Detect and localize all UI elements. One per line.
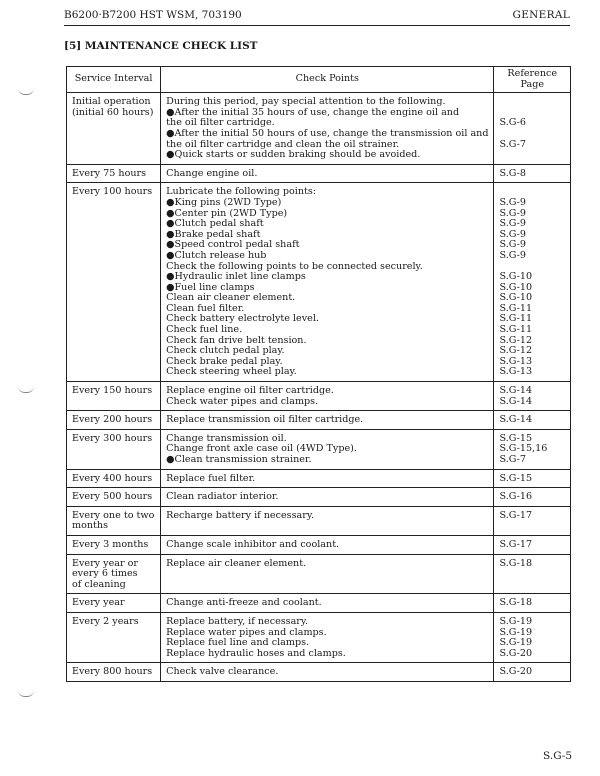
reference-page: S.G-17 <box>499 509 533 521</box>
check-point-line: Change scale inhibitor and coolant. <box>166 538 340 550</box>
check-point-line: ●After the initial 50 hours of use, change the transmission oil and <box>166 127 489 139</box>
check-points-cell <box>161 469 494 488</box>
check-point-line: ●King pins (2WD Type) <box>166 196 282 208</box>
reference-page: S.G-13 <box>499 355 533 367</box>
reference-cell <box>494 429 571 469</box>
reference-cell <box>494 382 571 411</box>
check-point-line: Change engine oil. <box>166 167 258 179</box>
reference-page: S.G-10 <box>499 271 533 283</box>
interval-cell <box>67 429 161 469</box>
check-points-cell <box>161 429 494 469</box>
reference-page: S.G-9 <box>499 218 526 230</box>
interval-cell <box>67 535 161 554</box>
check-point-line: Replace hydraulic hoses and clamps. <box>166 647 346 659</box>
interval-line: Every 400 hours <box>72 472 153 484</box>
maintenance-check-table <box>66 66 571 682</box>
reference-cell <box>494 506 571 535</box>
check-points-cell <box>161 506 494 535</box>
check-points-cell <box>161 183 494 382</box>
check-points-cell <box>161 488 494 507</box>
check-point-line: ●After the initial 35 hours of use, change the engine oil and <box>166 106 460 118</box>
check-points-cell <box>161 382 494 411</box>
table-row <box>67 506 571 535</box>
check-points-cell <box>161 93 494 165</box>
reference-cell <box>494 663 571 682</box>
check-point-line: Replace fuel filter. <box>166 472 256 484</box>
reference-page <box>499 97 565 108</box>
check-point-line: Clean air cleaner element. <box>166 292 296 304</box>
check-point-line: Check fuel line. <box>166 324 243 336</box>
check-point-line: Replace battery, if necessary. <box>166 615 309 627</box>
interval-line: Every year or <box>72 557 138 569</box>
reference-cell <box>494 535 571 554</box>
check-point-line: Check fan drive belt tension. <box>166 334 307 346</box>
interval-cell <box>67 594 161 613</box>
check-point-line: During this period, pay special attention to the following. <box>166 96 446 108</box>
table-row <box>67 411 571 430</box>
check-point-line: the oil filter cartridge. <box>166 117 275 129</box>
interval-cell <box>67 469 161 488</box>
reference-page: S.G-20 <box>499 647 533 659</box>
header-section-name: GENERAL <box>512 9 570 21</box>
reference-cell <box>494 183 571 382</box>
check-point-line: the oil filter cartridge and clean the oil strainer. <box>166 138 400 150</box>
check-point-line: Replace transmission oil filter cartridge. <box>166 414 364 426</box>
interval-cell <box>67 663 161 682</box>
check-point-line: ●Center pin (2WD Type) <box>166 207 288 219</box>
check-point-line: Replace water pipes and clamps. <box>166 626 327 638</box>
check-point-line: ●Speed control pedal shaft <box>166 239 300 251</box>
table-row <box>67 93 571 165</box>
reference-page: S.G-19 <box>499 626 533 638</box>
reference-cell <box>494 411 571 430</box>
table-header-row <box>67 67 571 93</box>
table-row <box>67 488 571 507</box>
reference-cell <box>494 93 571 165</box>
interval-cell <box>67 164 161 183</box>
check-point-line: Check battery electrolyte level. <box>166 313 319 325</box>
check-points-cell <box>161 535 494 554</box>
reference-page: S.G-19 <box>499 637 533 649</box>
interval-line: of cleaning <box>72 578 126 590</box>
reference-page: S.G-10 <box>499 292 533 304</box>
interval-line: Every 500 hours <box>72 491 153 503</box>
interval-cell <box>67 382 161 411</box>
interval-line: Every year <box>72 597 125 609</box>
check-points-cell <box>161 164 494 183</box>
reference-page: S.G-11 <box>499 302 533 314</box>
reference-page: S.G-18 <box>499 557 533 569</box>
check-point-line: Clean fuel filter. <box>166 302 245 314</box>
section-title: [5] MAINTENANCE CHECK LIST <box>64 40 258 52</box>
reference-cell <box>494 554 571 594</box>
check-point-line: Check steering wheel play. <box>166 366 297 378</box>
table-body <box>67 93 571 682</box>
reference-page: S.G-12 <box>499 345 533 357</box>
binding-marks <box>18 0 38 776</box>
reference-page: S.G-9 <box>499 239 526 251</box>
interval-line: Every 2 years <box>72 615 139 627</box>
interval-cell <box>67 488 161 507</box>
interval-cell <box>67 554 161 594</box>
reference-page: S.G-6 <box>499 117 526 129</box>
reference-page <box>499 129 565 140</box>
reference-page: S.G-12 <box>499 334 533 346</box>
check-point-line: Check the following points to be connected securely. <box>166 260 423 272</box>
table-row <box>67 663 571 682</box>
reference-page: S.G-9 <box>499 207 526 219</box>
interval-line: (initial 60 hours) <box>72 106 154 118</box>
table-row <box>67 612 571 662</box>
check-point-line: ●Clean transmission strainer. <box>166 454 312 465</box>
interval-cell <box>67 93 161 165</box>
reference-page: S.G-14 <box>499 395 533 407</box>
interval-line: Every 800 hours <box>72 666 153 678</box>
interval-line: Every 100 hours <box>72 186 153 198</box>
reference-page: S.G-10 <box>499 281 533 293</box>
check-point-line: Lubricate the following points: <box>166 186 317 198</box>
reference-cell <box>494 594 571 613</box>
interval-line: Every one to two <box>72 509 155 521</box>
check-point-line: Recharge battery if necessary. <box>166 509 315 521</box>
check-point-line: Change front axle case oil (4WD Type). <box>166 443 357 455</box>
page-header <box>64 9 570 26</box>
check-point-line: Check valve clearance. <box>166 666 279 678</box>
reference-page: S.G-15 <box>499 472 533 484</box>
reference-page: S.G-7 <box>499 454 526 465</box>
check-point-line: Change transmission oil. <box>166 432 287 444</box>
interval-cell <box>67 506 161 535</box>
reference-page <box>499 150 565 161</box>
table-row <box>67 429 571 469</box>
table-row <box>67 469 571 488</box>
interval-cell <box>67 183 161 382</box>
interval-line: every 6 times <box>72 568 138 580</box>
check-point-line: ●Clutch pedal shaft <box>166 218 264 230</box>
header-manual-title: B6200·B7200 HST WSM, 703190 <box>64 9 242 21</box>
reference-cell <box>494 164 571 183</box>
reference-cell <box>494 469 571 488</box>
check-point-line: Check water pipes and clamps. <box>166 395 319 407</box>
interval-line: Every 75 hours <box>72 167 147 179</box>
check-point-line: ●Brake pedal shaft <box>166 228 261 240</box>
check-points-cell <box>161 594 494 613</box>
interval-cell <box>67 612 161 662</box>
reference-page: S.G-7 <box>499 138 526 150</box>
interval-line: Every 200 hours <box>72 414 153 426</box>
check-point-line: Replace engine oil filter cartridge. <box>166 385 334 397</box>
reference-cell <box>494 488 571 507</box>
table-row <box>67 164 571 183</box>
table-row <box>67 382 571 411</box>
check-point-line: ●Quick starts or sudden braking should be avoided. <box>166 149 421 161</box>
check-point-line: Clean radiator interior. <box>166 491 279 503</box>
interval-line: Every 150 hours <box>72 385 153 397</box>
reference-page: S.G-11 <box>499 313 533 325</box>
check-point-line: Check clutch pedal play. <box>166 345 285 357</box>
check-points-cell <box>161 612 494 662</box>
check-point-line: Change anti-freeze and coolant. <box>166 597 322 609</box>
column-header-check-points: Check Points <box>161 67 494 93</box>
table-row <box>67 183 571 382</box>
reference-page: S.G-11 <box>499 324 533 336</box>
reference-page: S.G-15,16 <box>499 443 548 455</box>
binding-mark <box>18 386 34 393</box>
reference-page: S.G-19 <box>499 615 533 627</box>
page-number: S.G-5 <box>543 750 572 762</box>
reference-page: S.G-20 <box>499 666 533 678</box>
table-row <box>67 594 571 613</box>
column-header-interval: Service Interval <box>67 67 161 93</box>
reference-cell <box>494 612 571 662</box>
reference-page: S.G-9 <box>499 249 526 261</box>
column-header-reference: Reference Page <box>494 67 571 93</box>
reference-page: S.G-18 <box>499 597 533 609</box>
reference-page: S.G-15 <box>499 432 533 444</box>
check-point-line: ●Clutch release hub <box>166 249 267 261</box>
reference-page: S.G-9 <box>499 196 526 208</box>
check-points-cell <box>161 554 494 594</box>
reference-page: S.G-9 <box>499 228 526 240</box>
check-point-line: Check brake pedal play. <box>166 355 283 367</box>
check-points-cell <box>161 411 494 430</box>
table-row <box>67 535 571 554</box>
interval-cell <box>67 411 161 430</box>
reference-page: S.G-8 <box>499 167 526 179</box>
reference-page: S.G-14 <box>499 414 533 426</box>
reference-page: S.G-16 <box>499 491 533 503</box>
binding-mark <box>18 690 34 697</box>
check-point-line: ●Fuel line clamps <box>166 281 255 293</box>
binding-mark <box>18 88 34 95</box>
interval-line: Initial operation <box>72 96 151 108</box>
interval-line: months <box>72 520 109 532</box>
table-row <box>67 554 571 594</box>
check-points-cell <box>161 663 494 682</box>
interval-line: Every 300 hours <box>72 432 153 444</box>
interval-line: Every 3 months <box>72 538 149 550</box>
check-point-line: Replace fuel line and clamps. <box>166 637 310 649</box>
reference-page: S.G-14 <box>499 385 533 397</box>
reference-page: S.G-17 <box>499 538 533 550</box>
check-point-line: ●Hydraulic inlet line clamps <box>166 271 306 283</box>
reference-page: S.G-13 <box>499 366 533 378</box>
check-point-line: Replace air cleaner element. <box>166 557 307 569</box>
